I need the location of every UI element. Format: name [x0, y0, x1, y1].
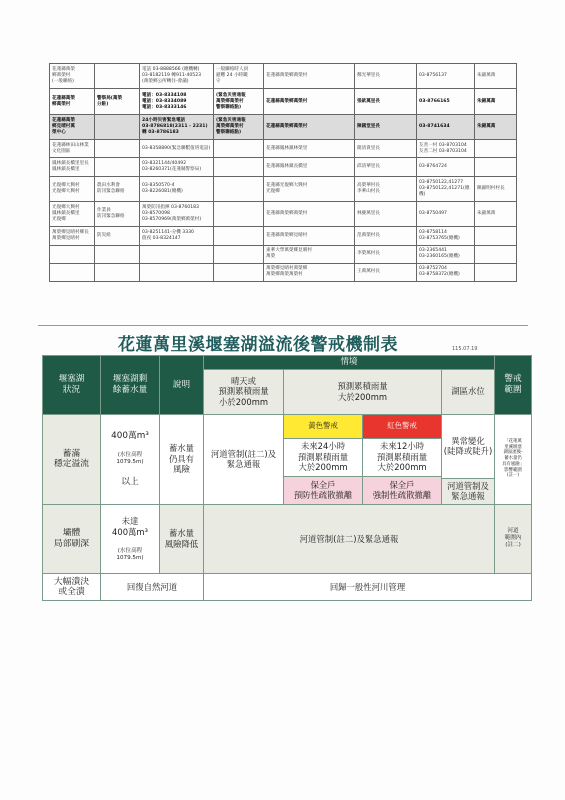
contact-cell — [214, 140, 264, 158]
title-date: 115.07.19 — [452, 346, 478, 352]
contact-cell — [214, 176, 264, 201]
contact-cell — [475, 245, 517, 263]
contact-cell: 鄭光華里長 — [355, 64, 417, 89]
yellow-alert-condition: 未來24小時 預測累積雨量 大於200mm — [284, 438, 363, 476]
contact-cell: 花蓮縣萬榮鄉萬榮村 — [264, 89, 355, 114]
contact-cell — [95, 140, 140, 158]
contact-cell — [95, 64, 140, 89]
contact-cell: 萬榮鄉見晴村鄉長 萬榮鄉見晴村 — [50, 227, 95, 245]
red-alert-action: 保全戶 強制性疏散撤離 — [363, 476, 442, 504]
contact-cell: (緊急災害通報 萬榮鄉萬榮村 警察聯絡點) — [214, 89, 264, 114]
contact-cell — [50, 263, 95, 281]
row1-storage — [101, 414, 160, 504]
contact-cell — [214, 227, 264, 245]
contact-cell — [475, 227, 517, 245]
contact-cell: 防災組 — [95, 227, 140, 245]
contact-cell — [475, 140, 517, 158]
header-lake-level: 湖區水位 — [442, 369, 495, 414]
red-alert-condition: 未來12小時 預測累積雨量 大於200mm — [363, 438, 442, 476]
contact-cell: 花蓮縣萬榮鄉萬榮村 — [264, 64, 355, 89]
contact-cell — [214, 245, 264, 263]
row2-alert-range: 河道 範圍內 (註二) — [495, 504, 532, 574]
row1-storage-sub: (水位高程 1079.5m) — [116, 452, 144, 465]
row1-sunny-action: 河道管制(註二)及 緊急通報 — [204, 414, 284, 504]
yellow-alert-action: 保全戶 預防性疏散撤離 — [284, 476, 363, 504]
contact-row — [50, 202, 517, 227]
contact-cell: 03-8766165 — [417, 89, 475, 114]
contact-cell: 電話：03-8334108 電話：03-8334089 電話：03-8333146 — [140, 89, 214, 114]
header-situation: 情境 — [204, 356, 495, 370]
warning-mechanism-table — [42, 355, 532, 601]
contact-cell: 花蓮縣林田山林業 文化園區 — [50, 140, 95, 158]
contact-cell: 花蓮縣萬榮鄉見晴村 — [264, 227, 355, 245]
header-alert-range: 警戒 範圍 — [495, 356, 532, 415]
contact-cell: 花蓮縣萬榮 鄉萬榮村 — [50, 89, 95, 114]
page-title: 花蓮萬里溪堰塞湖溢流後警戒機制表 — [118, 335, 398, 355]
contact-cell: 王萬萬村長 — [355, 263, 417, 281]
header-sunny: 晴天或 預測累積雨量 小於200mm — [204, 369, 284, 414]
row1-lake-action: 河道管制及 緊急通報 — [442, 478, 495, 504]
row3-description: 回復自然河道 — [101, 574, 204, 601]
contact-cell: 03-8350570-4 03-8226081(總機) — [140, 176, 214, 201]
contact-cell: 作業員 防汛緊急聯絡 — [95, 202, 140, 227]
contact-cell: 陳錦明村村長 — [475, 176, 517, 201]
contact-cell: 24小時災害緊急電話 03-8786818(2311 - 2231) 轉 03-8786183 — [140, 114, 214, 139]
contact-cell — [475, 158, 517, 176]
contact-cell: 03-8750122,41277 03-8750122,41271(總機) — [417, 176, 475, 201]
contact-cell: 東華大學萬榮鄉見晴村 萬榮 — [264, 245, 355, 263]
contact-cell: 簡清貴里長 — [355, 140, 417, 158]
row1-lake-level: 異常變化 (陡降或陡升) — [442, 414, 495, 478]
contact-cell: (緊急災害通報 萬榮鄉萬榮村 警察聯絡點) — [214, 114, 264, 139]
contact-cell: 農田水利會 防汛緊急聯絡 — [95, 176, 140, 201]
contact-cell: 邱清華里長 — [355, 158, 417, 176]
contact-cell: 范萬榮村長 — [355, 227, 417, 245]
contact-cell: 萬榮防汛指揮 03-8760183 03-8570098 03-8570969(萬榮鄉萬榮村) — [140, 202, 214, 227]
contact-cell: 03-8358890(緊急聯繫值班電話) — [140, 140, 214, 158]
contact-cell: 陳國堂里長 — [355, 114, 417, 139]
row1-description: 蓄水量 仍具有 風險 — [160, 414, 204, 504]
header-description: 說明 — [160, 356, 204, 415]
row2-action: 河道管制(註二)及緊急通報 — [204, 504, 495, 574]
row1-status: 蓄滿 穩定溢流 — [43, 414, 101, 504]
contact-cell — [95, 245, 140, 263]
contact-row — [50, 140, 517, 158]
contact-cell — [214, 263, 264, 281]
contact-cell: 03-8321144/40492 03-8260371(花蓮縣警察局) — [140, 158, 214, 176]
contact-cell — [95, 263, 140, 281]
contact-cell — [95, 158, 140, 176]
contact-cell: 花蓮縣萬榮 鄉萬榮村 (一般聯絡) — [50, 64, 95, 89]
contact-cell — [95, 114, 140, 139]
row2-storage-main: 未達 400萬m³ — [112, 516, 148, 537]
contact-cell: 李榮萬村長 — [355, 245, 417, 263]
contact-cell: 鳳林鎮長橋里里長 鳳林鎮長橋里 — [50, 158, 95, 176]
contact-table — [49, 63, 517, 282]
contact-cell — [214, 158, 264, 176]
contact-cell: 朱錦萬萬 — [475, 89, 517, 114]
contact-cell: 朱錦萬萬 — [475, 114, 517, 139]
header-storage: 堰塞湖剩 餘蓄水量 — [101, 356, 160, 415]
contact-cell — [140, 263, 214, 281]
row1-storage-end: 以上 — [121, 476, 139, 487]
contact-cell: 林慶萬里長 — [355, 202, 417, 227]
contact-cell: 03-8741634 — [417, 114, 475, 139]
section-divider — [38, 325, 528, 326]
contact-row — [50, 176, 517, 201]
contact-row — [50, 64, 517, 89]
contact-cell: 朱錦萬萬 — [475, 202, 517, 227]
row2-storage — [101, 504, 160, 574]
contact-cell: 花蓮縣光復鄉大興村 光復鄉 — [264, 176, 355, 201]
contact-cell: 03-8750497 — [417, 202, 475, 227]
contact-cell — [214, 202, 264, 227]
yellow-alert-label: 黃色警戒 — [284, 414, 363, 438]
row2-status: 壩體 局部刷深 — [43, 504, 101, 574]
red-alert-label: 紅色警戒 — [363, 414, 442, 438]
contact-cell — [140, 245, 214, 263]
row2-description: 蓄水量 風險降低 — [160, 504, 204, 574]
contact-cell: 花蓮縣鳳林鎮長橋里 — [264, 158, 355, 176]
contact-cell — [475, 263, 517, 281]
row1-storage-main: 400萬m³ — [111, 431, 149, 441]
contact-cell: 花蓮縣萬榮 鄉見晴村萬 榮中心 — [50, 114, 95, 139]
contact-row — [50, 227, 517, 245]
contact-row — [50, 245, 517, 263]
contact-cell: 萬榮鄉見晴村萬榮鄉 萬榮鄉萬榮萬榮村 — [264, 263, 355, 281]
contact-cell: 一般聯絡時人員 避難 24 小時職 守 — [214, 64, 264, 89]
row1-alert-range: 「花蓮萬 里溪堰塞 湖溢流後- 蓄水量仍 具有風險」 影響範圍 (註一) — [495, 414, 532, 504]
contact-cell: 03-8764724 — [417, 158, 475, 176]
contact-cell: 電話 03-8888566 (總機轉) 03-8182119 轉911-40523 (萬榮鄉公所轉住-會議) — [140, 64, 214, 89]
contact-cell: 張欽萬里長 — [355, 89, 417, 114]
contact-row — [50, 89, 517, 114]
contact-cell: 警察局(萬榮 分駐) — [95, 89, 140, 114]
contact-row — [50, 158, 517, 176]
header-rain: 預測累積雨量 大於200mm — [284, 369, 442, 414]
contact-cell: 光復鄉大興村 光復鄉大興村 — [50, 176, 95, 201]
contact-cell: 花蓮縣萬榮鄉萬榮村 — [264, 114, 355, 139]
contact-cell: 03-8758114 03-8753765(總機) — [417, 227, 475, 245]
contact-row — [50, 263, 517, 281]
contact-cell: 光復鄉大興村 鳳林鎮長橋里 光復鄉 — [50, 202, 95, 227]
contact-cell — [50, 245, 95, 263]
contact-cell: 03-2365441 03-2360165(總機) — [417, 245, 475, 263]
contact-cell: 花蓮縣鳳林鎮林榮里 — [264, 140, 355, 158]
contact-cell: 朱錦萬萬 — [475, 64, 517, 89]
row3-status: 大幅潰決 或全潰 — [43, 574, 101, 601]
contact-row — [50, 114, 517, 139]
row3-action: 回歸一般性河川管理 — [204, 574, 532, 601]
contact-cell: 友善一村 03-8703104 友善二村 03-8703104 — [417, 140, 475, 158]
row2-storage-sub: (水位高程 1079.5m) — [116, 547, 144, 561]
contact-cell: 03-8251141-分機 3330 值夜 03-8324147 — [140, 227, 214, 245]
contact-cell: 03-8756137 — [417, 64, 475, 89]
header-status: 堰塞湖 狀況 — [43, 356, 101, 415]
contact-cell: 03-8752704 03-8758372(總機) — [417, 263, 475, 281]
contact-cell: 花蓮縣萬榮鄉萬榮村 — [264, 202, 355, 227]
contact-cell: 高榮華村長 李華山村長 — [355, 176, 417, 201]
